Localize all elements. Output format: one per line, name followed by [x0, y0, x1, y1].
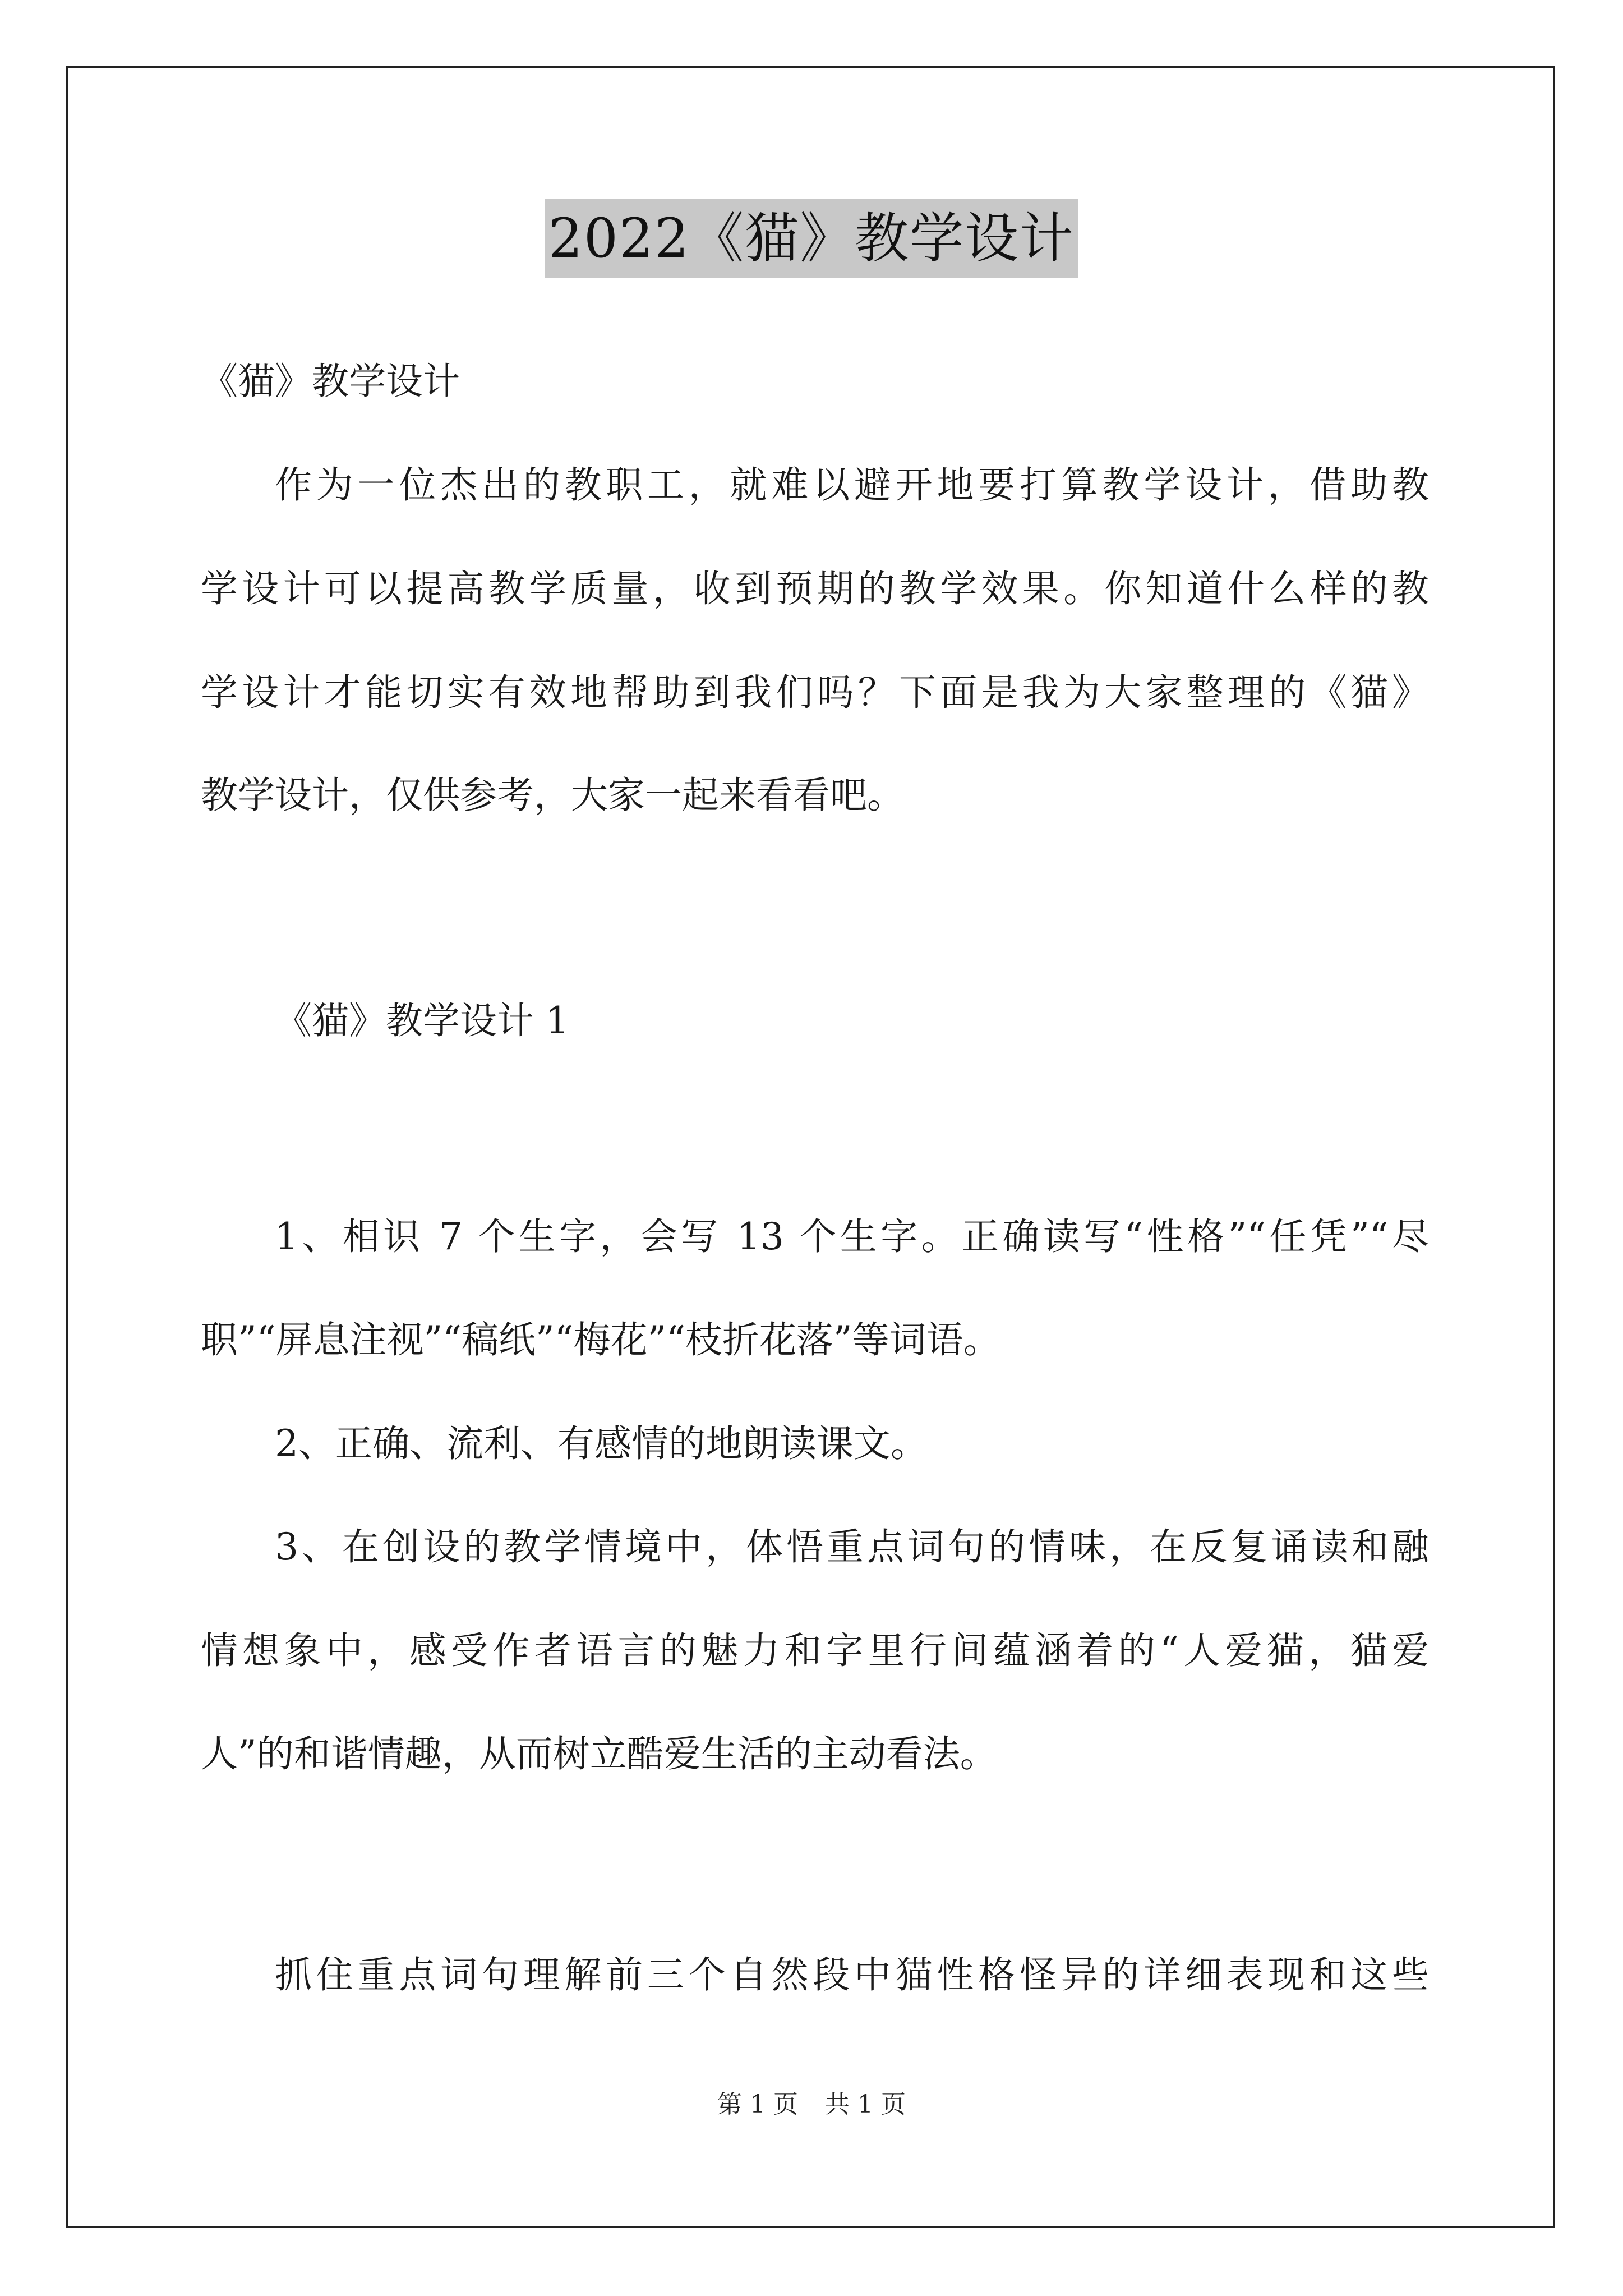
- goal-2: 2、正确、流利、有感情的地朗读课文。: [275, 1422, 928, 1465]
- goal-3-line-2: 情想象中，感受作者语言的魅力和字里行间蕴涵着的“人爱猫，猫爱: [201, 1629, 1429, 1672]
- goal-3-line-1: 3、在创设的教学情境中，体悟重点词句的情味，在反复诵读和融: [275, 1525, 1429, 1568]
- key-point-line: 抓住重点词句理解前三个自然段中猫性格怪异的详细表现和这些: [275, 1953, 1429, 1996]
- page-number-current: 第 1 页: [717, 2090, 798, 2119]
- goal-1-line-1: 1、相识 7 个生字，会写 13 个生字。正确读写“性格”“任凭”“尽: [275, 1215, 1429, 1258]
- intro-line-2: 学设计可以提高教学质量，收到预期的教学效果。你知道什么样的教: [201, 567, 1429, 610]
- goal-1-line-2: 职”“屏息注视”“稿纸”“梅花”“枝折花落”等词语。: [201, 1318, 1000, 1361]
- section-heading: 《猫》教学设计 1: [275, 999, 569, 1042]
- document-subtitle: 《猫》教学设计: [201, 360, 460, 403]
- document-title: 2022《猫》教学设计: [545, 199, 1078, 278]
- page-footer: [0, 2088, 1623, 2122]
- intro-line-3: 学设计才能切实有效地帮助到我们吗？下面是我为大家整理的《猫》: [201, 671, 1429, 714]
- title-container: [0, 199, 1623, 278]
- page-number-total: 共 1 页: [825, 2090, 906, 2119]
- intro-line-4: 教学设计，仅供参考，大家一起来看看吧。: [201, 774, 904, 817]
- goal-3-line-3: 人”的和谐情趣，从而树立酷爱生活的主动看法。: [201, 1732, 997, 1775]
- intro-line-1: 作为一位杰出的教职工，就难以避开地要打算教学设计，借助教: [275, 463, 1429, 507]
